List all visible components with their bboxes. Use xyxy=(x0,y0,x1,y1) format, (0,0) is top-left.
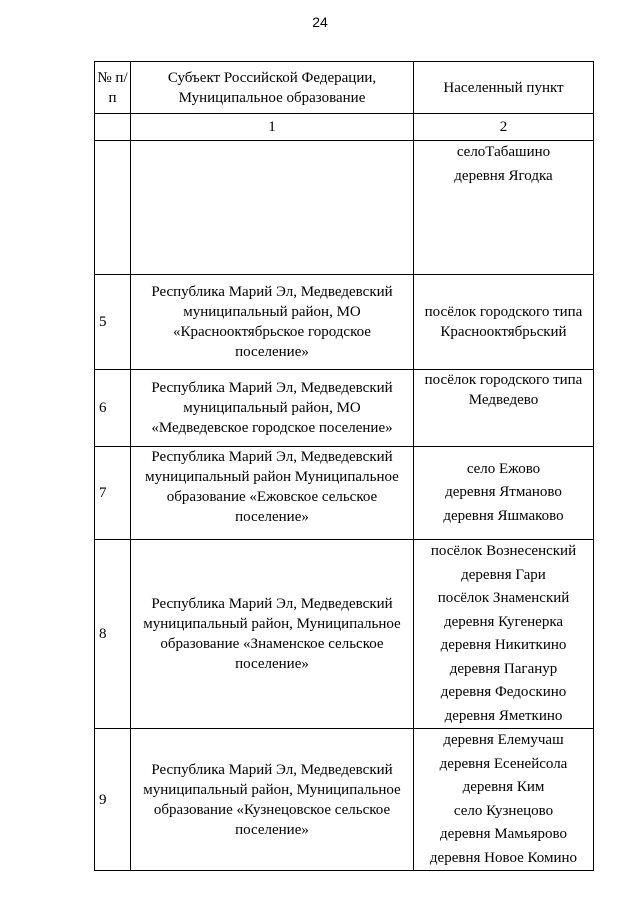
row-subject: Республика Марий Эл, Медведевский муниципальный район Муниципальное образование «Ежовское сельское поселение» xyxy=(131,447,414,540)
locality: деревня Никиткино xyxy=(440,637,567,653)
table-row xyxy=(95,370,594,447)
row-subject xyxy=(131,141,414,275)
row-subject: Республика Марий Эл, Медведевский муниципальный район, МО «Медведевское городское поселение» xyxy=(131,370,414,447)
locality: деревня Елемучаш xyxy=(443,732,564,748)
row-number: 8 xyxy=(95,540,131,729)
row-number: 9 xyxy=(95,729,131,871)
row-number: 5 xyxy=(95,275,131,370)
locality: посёлок городского типа Медведево xyxy=(424,372,583,408)
locality: село Ежово xyxy=(466,460,541,477)
row-number xyxy=(95,141,131,275)
locality: посёлок Знаменский xyxy=(437,590,570,606)
locality: село Кузнецово xyxy=(453,802,554,819)
table-row xyxy=(95,141,594,275)
locality: деревня Мамьярово xyxy=(440,826,567,842)
locality: селоТабашино xyxy=(456,144,551,160)
row-number: 7 xyxy=(95,447,131,540)
column-number-3: 2 xyxy=(414,114,594,141)
header-subject: Субъект Российской Федерации, Муниципальное образование xyxy=(131,62,414,114)
table-row xyxy=(95,447,594,540)
settlements-table xyxy=(94,61,594,871)
locality: посёлок городского типа Красноoктябрьский xyxy=(424,304,583,340)
table-row xyxy=(95,729,594,871)
locality: посёлок Вознесенский xyxy=(430,543,577,559)
row-localities xyxy=(414,447,594,540)
locality: деревня Ятманово xyxy=(445,484,562,501)
row-localities xyxy=(414,729,594,871)
table-row xyxy=(95,540,594,729)
table-header-row xyxy=(95,62,594,114)
header-number: № п/п xyxy=(95,62,131,114)
locality: деревня Гари xyxy=(461,566,546,583)
row-localities xyxy=(414,275,594,370)
locality: деревня Кугенерка xyxy=(443,613,564,630)
locality: деревня Новое Комино xyxy=(429,849,578,866)
locality: деревня Яшмаково xyxy=(443,507,564,524)
row-localities xyxy=(414,370,594,447)
row-subject: Республика Марий Эл, Медведевский муниципальный район, Муниципальное образование «Кузнецовское сельское поселение» xyxy=(131,729,414,871)
column-number-2: 1 xyxy=(131,114,414,141)
row-subject: Республика Марий Эл, Медведевский муниципальный район, Муниципальное образование «Знаменское сельское поселение» xyxy=(131,540,414,729)
locality: деревня Есенейсола xyxy=(439,755,568,772)
row-localities xyxy=(414,540,594,729)
column-number-1 xyxy=(95,114,131,141)
row-subject: Республика Марий Эл, Медведевский муниципальный район, МО «Красноoктябрьское городское поселение» xyxy=(131,275,414,370)
row-localities xyxy=(414,141,594,275)
locality: деревня Паганур xyxy=(449,660,558,677)
locality: деревня Федоскино xyxy=(440,684,567,700)
table-row xyxy=(95,275,594,370)
row-number: 6 xyxy=(95,370,131,447)
locality: деревня Ким xyxy=(462,779,545,795)
column-number-row xyxy=(95,114,594,141)
locality: деревня Яметкино xyxy=(444,707,563,724)
page-number: 24 xyxy=(312,14,328,30)
header-locality: Населенный пункт xyxy=(414,62,594,114)
locality: деревня Ягодка xyxy=(454,167,553,184)
